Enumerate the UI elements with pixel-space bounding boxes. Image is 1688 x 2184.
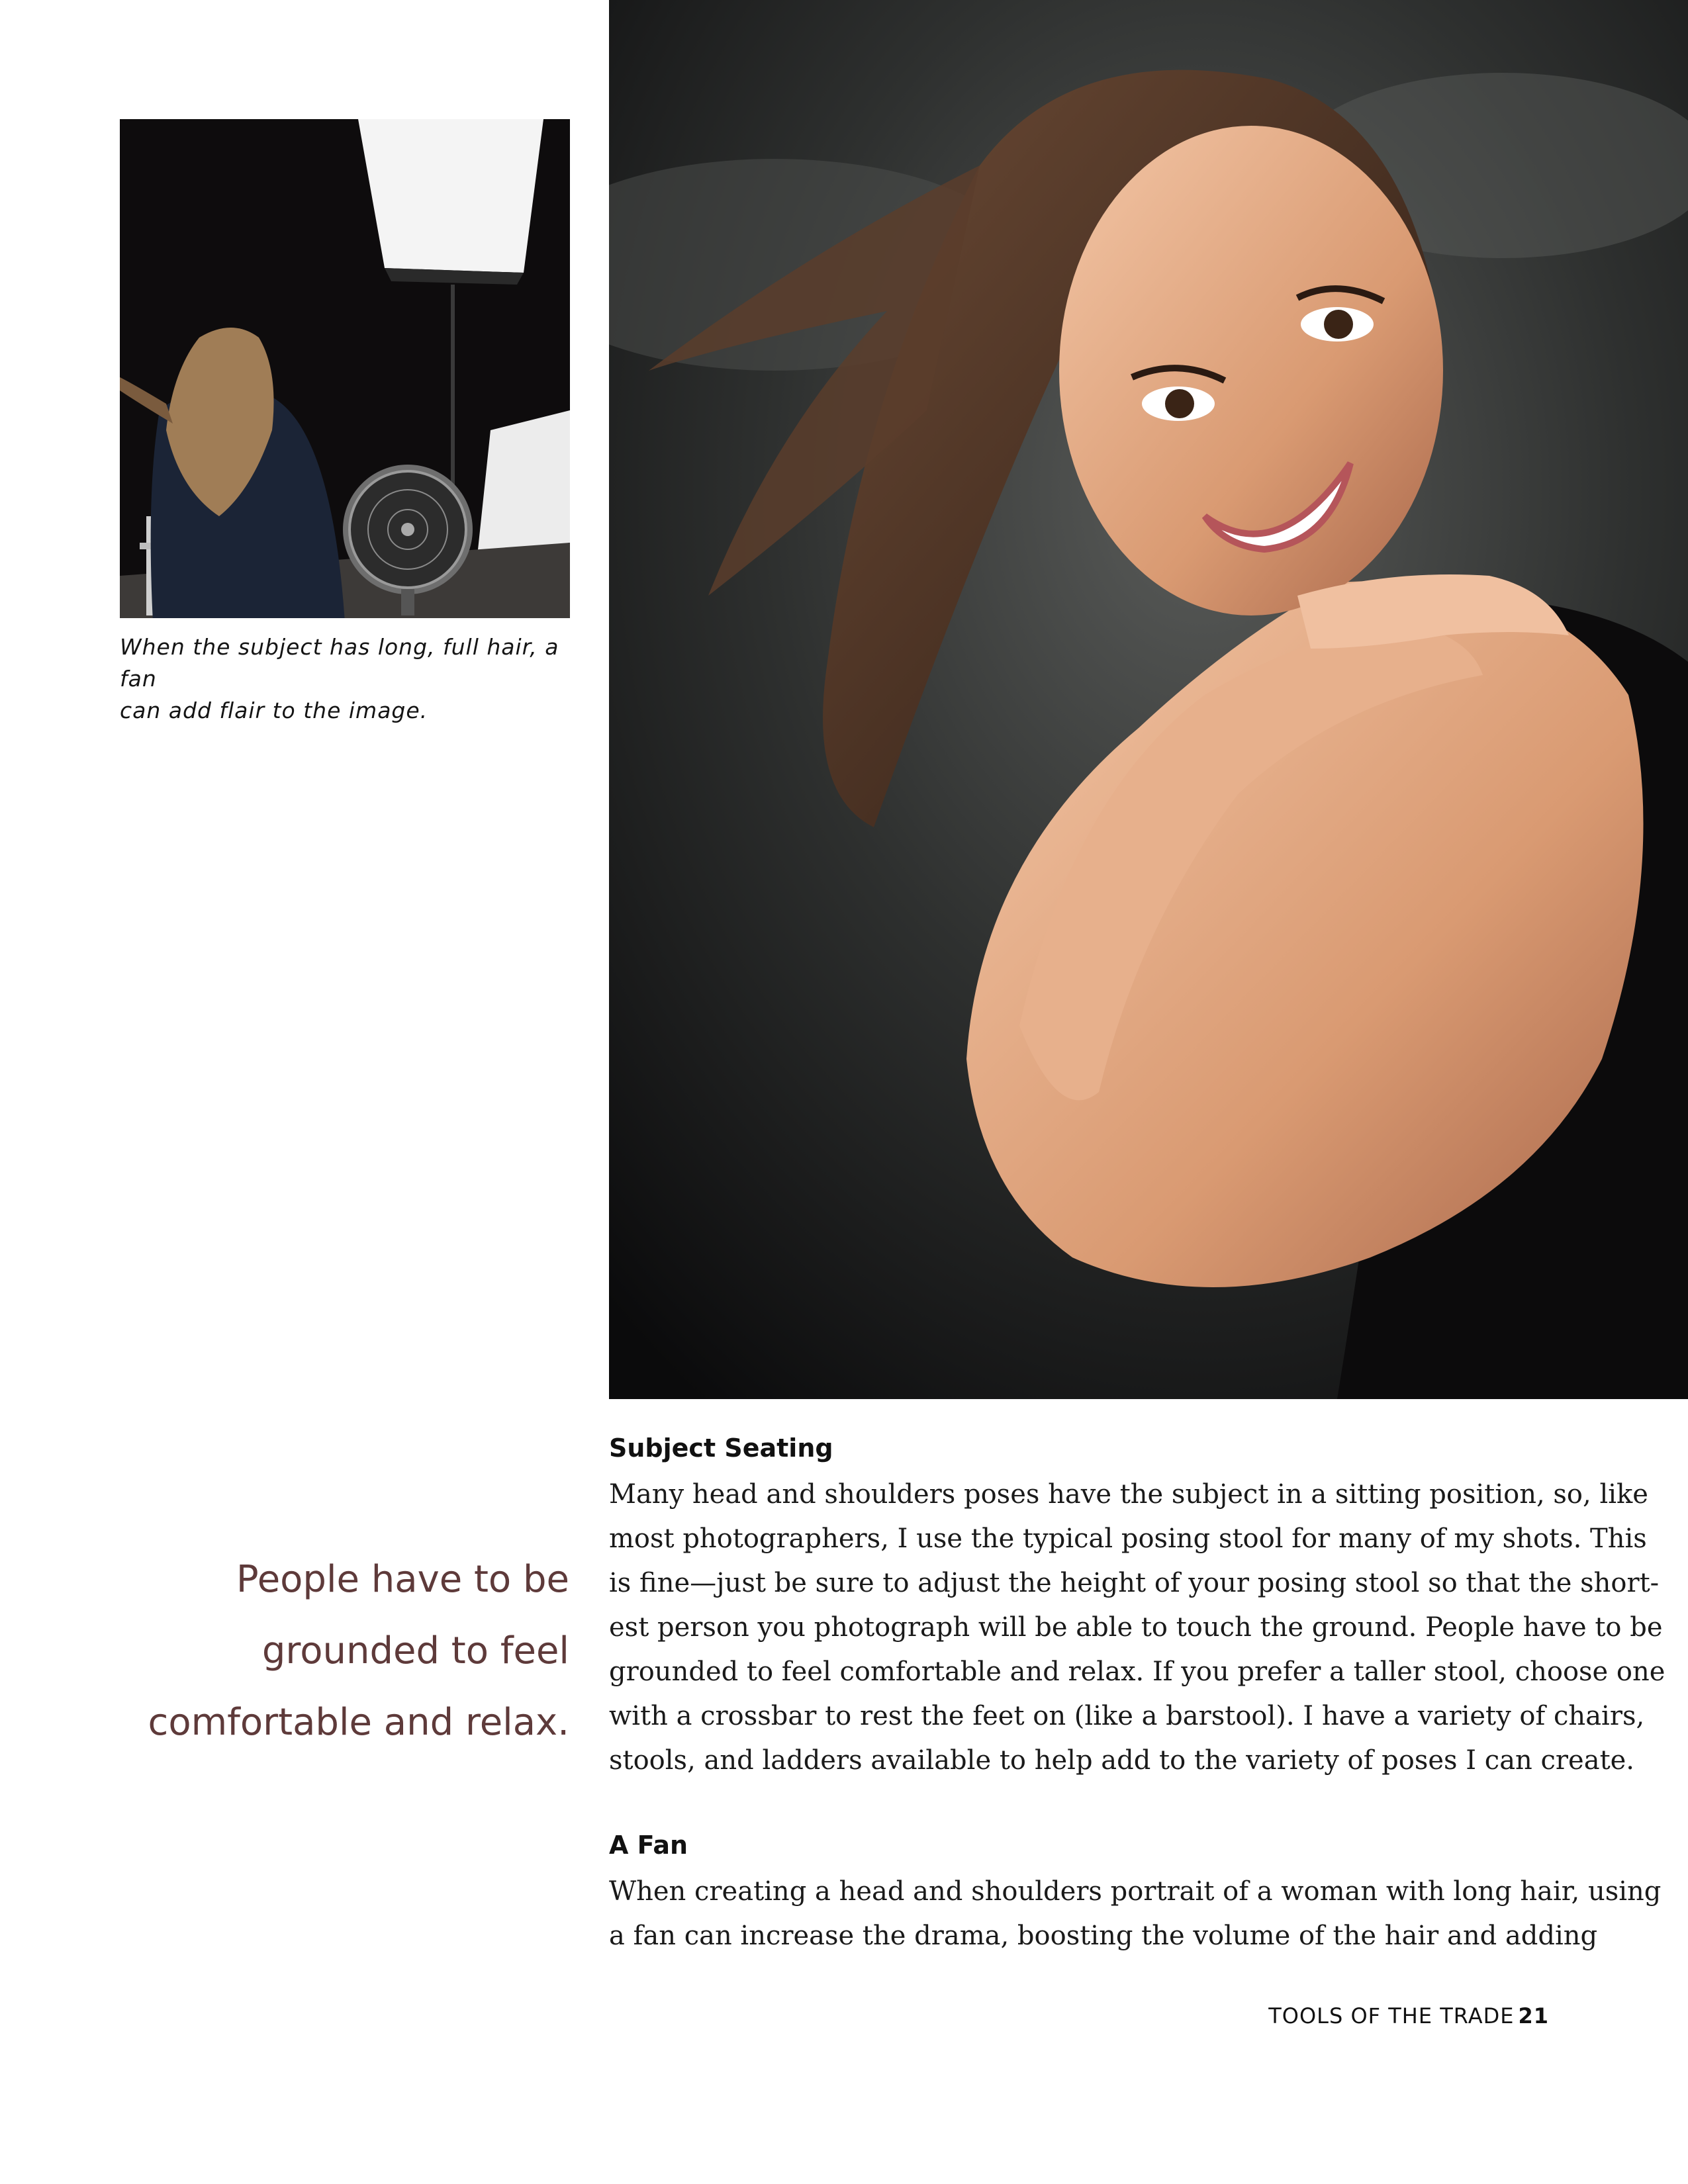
page-number: 21 — [1518, 2003, 1549, 2028]
caption-line: When the subject has long, full hair, a fan — [120, 634, 559, 692]
pull-quote — [93, 1544, 569, 1758]
body-text-line: grounded to feel comfortable and relax. If you prefer a taller stool, choose one — [609, 1657, 1665, 1687]
caption-line: can add flair to the image. — [120, 698, 428, 723]
page-footer — [1268, 2003, 1549, 2029]
body-text-line: is fine—just be sure to adjust the height of your posing stool so that the short- — [609, 1568, 1660, 1598]
photo-caption — [120, 631, 577, 727]
pull-quote-line: grounded to feel — [261, 1629, 569, 1672]
section-heading-subject-seating: Subject Seating — [609, 1433, 833, 1463]
section-heading-a-fan: A Fan — [609, 1831, 688, 1860]
body-text-line: most photographers, I use the typical posing stool for many of my shots. This — [609, 1524, 1647, 1554]
body-text-line: with a crossbar to rest the feet on (like a barstool). I have a variety of chairs, — [609, 1701, 1645, 1731]
body-text-line: stools, and ladders available to help add to the variety of poses I can create. — [609, 1745, 1635, 1776]
body-text-line: est person you photograph will be able to touch the ground. People have to be — [609, 1612, 1663, 1643]
running-footer-title: TOOLS OF THE TRADE — [1268, 2003, 1515, 2028]
pull-quote-line: People have to be — [236, 1558, 569, 1601]
body-text-line: When creating a head and shoulders portrait of a woman with long hair, using — [609, 1876, 1662, 1907]
portrait-photo — [609, 0, 1688, 1399]
studio-setup-photo — [120, 119, 570, 618]
pull-quote-line: comfortable and relax. — [148, 1701, 569, 1744]
body-text-line: a fan can increase the drama, boosting the volume of the hair and adding — [609, 1921, 1598, 1951]
body-text-line: Many head and shoulders poses have the subject in a sitting position, so, like — [609, 1479, 1648, 1510]
